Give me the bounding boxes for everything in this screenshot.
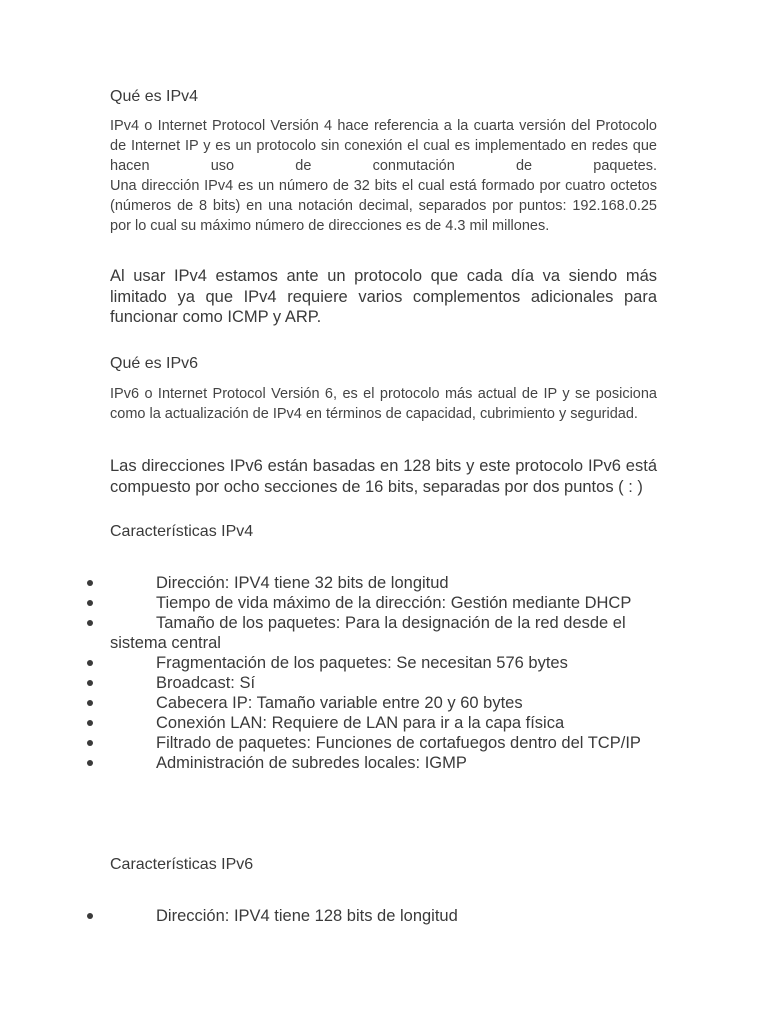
bullet-icon	[87, 580, 93, 586]
paragraph-ipv4-definition-part1: IPv4 o Internet Protocol Versión 4 hace referencia a la cuarta versión del Protocolo de Internet IP y es un protocolo sin conexión el cual es implementado en redes que hacen uso de conmutación de paquetes.	[110, 118, 657, 174]
heading-ipv4: Qué es IPv4	[110, 88, 199, 105]
list-item	[0, 713, 768, 733]
paragraph-ipv6-addresses: Las direcciones IPv6 están basadas en 128 bits y este protocolo IPv6 está compuesto por ocho secciones de 16 bits, separadas por dos puntos ( : )	[110, 457, 657, 496]
bullet-icon	[87, 700, 93, 706]
bullet-icon	[87, 600, 93, 606]
list-item	[0, 593, 768, 613]
paragraph-ipv4-limitations: Al usar IPv4 estamos ante un protocolo que cada día va siendo más limitado ya que IPv4 requiere varios complementos adicionales para funcionar como ICMP y ARP.	[110, 267, 657, 326]
bullet-icon	[87, 913, 93, 919]
list-item	[0, 693, 768, 713]
list-item-text: Fragmentación de los paquetes: Se necesitan 576 bytes	[156, 654, 568, 672]
list-item	[0, 753, 768, 773]
list-item-text: Dirección: IPV4 tiene 128 bits de longitud	[156, 907, 458, 925]
list-item-text: Conexión LAN: Requiere de LAN para ir a la capa física	[156, 714, 565, 732]
bullet-icon	[87, 660, 93, 666]
list-item	[0, 653, 768, 673]
list-item-text: Cabecera IP: Tamaño variable entre 20 y 60 bytes	[156, 694, 523, 712]
list-item-text-continuation: sistema central	[110, 634, 221, 652]
list-item-text: Tamaño de los paquetes: Para la designación de la red desde el	[156, 614, 626, 632]
bullet-icon	[87, 760, 93, 766]
list-item-text: Administración de subredes locales: IGMP	[156, 754, 467, 772]
list-item	[0, 573, 768, 593]
list-item-text: Dirección: IPV4 tiene 32 bits de longitud	[156, 574, 449, 592]
list-item	[0, 906, 768, 926]
features-ipv6-bullets	[0, 906, 768, 926]
heading-features-ipv6: Características IPv6	[110, 856, 254, 873]
heading-features-ipv4: Características IPv4	[110, 523, 254, 540]
bullet-icon	[87, 680, 93, 686]
bullet-icon	[87, 740, 93, 746]
paragraph-ipv6-definition: IPv6 o Internet Protocol Versión 6, es el protocolo más actual de IP y se posiciona como la actualización de IPv4 en términos de capacidad, cubrimiento y seguridad.	[110, 386, 657, 422]
features-ipv4-bullets	[0, 573, 768, 773]
list-item-text: Broadcast: Sí	[156, 674, 256, 692]
bullet-icon	[87, 720, 93, 726]
paragraph-ipv4-definition	[110, 116, 657, 236]
bullet-icon	[87, 620, 93, 626]
list-item	[0, 673, 768, 693]
heading-ipv6: Qué es IPv6	[110, 355, 199, 372]
list-item-text: Filtrado de paquetes: Funciones de cortafuegos dentro del TCP/IP	[156, 734, 641, 752]
list-item	[0, 733, 768, 753]
list-item-text: Tiempo de vida máximo de la dirección: Gestión mediante DHCP	[156, 594, 632, 612]
list-item	[0, 613, 768, 653]
paragraph-ipv4-definition-part2: Una dirección IPv4 es un número de 32 bits el cual está formado por cuatro octetos (números de 8 bits) en una notación decimal, separados por puntos: 192.168.0.25 por lo cual su máximo número de direcciones es de 4.3 mil millones.	[110, 178, 657, 234]
